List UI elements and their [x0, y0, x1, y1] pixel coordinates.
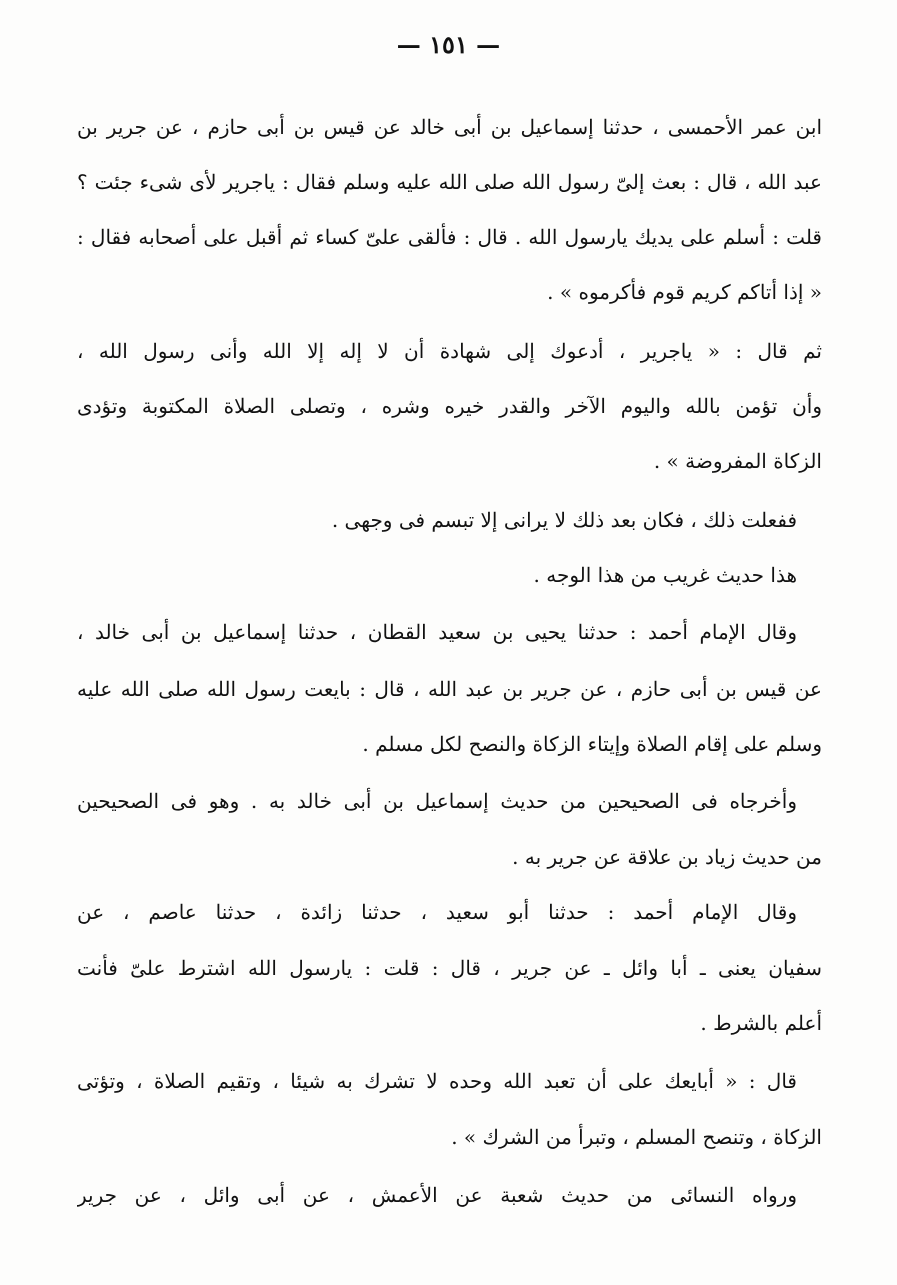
page-number: — ١٥١ — [396, 30, 501, 59]
text-line: قلت : أسلم على يديك يارسول الله . قال : فألقى علىّ كساء ثم أقبل على أصحابه فقال : [77, 225, 822, 249]
text-line: ورواه النسائى من حديث شعبة عن الأعمش ، عن أبى وائل ، عن جرير [77, 1183, 797, 1207]
text-line: وأخرجاه فى الصحيحين من حديث إسماعيل بن أبى خالد به . وهو فى الصحيحين [77, 789, 797, 813]
text-line: عن قيس بن أبى حازم ، عن جرير بن عبد الله ، قال : بايعت رسول الله صلى الله عليه [77, 677, 822, 701]
text-line: ابن عمر الأحمسى ، حدثنا إسماعيل بن أبى خالد عن قيس بن أبى حازم ، عن جرير بن [77, 115, 822, 139]
text-line: « إذا أتاكم كريم قوم فأكرموه » . [547, 280, 822, 304]
text-line: وسلم على إقام الصلاة وإيتاء الزكاة والنصح لكل مسلم . [362, 732, 822, 756]
text-line: من حديث زياد بن علاقة عن جرير به . [512, 845, 822, 869]
text-line: وقال الإمام أحمد : حدثنا يحيى بن سعيد القطان ، حدثنا إسماعيل بن أبى خالد ، [77, 620, 797, 644]
text-line: وقال الإمام أحمد : حدثنا أبو سعيد ، حدثنا زائدة ، حدثنا عاصم ، عن [77, 900, 797, 924]
text-line: هذا حديث غريب من هذا الوجه . [533, 563, 797, 587]
text-line: الزكاة المفروضة » . [653, 449, 822, 473]
text-line: ففعلت ذلك ، فكان بعد ذلك لا يرانى إلا تبسم فى وجهى . [331, 508, 797, 532]
text-line: سفيان يعنى ـ أبا وائل ـ عن جرير ، قال : قلت : يارسول الله اشترط علىّ فأنت [77, 956, 822, 980]
text-line: ثم قال : « ياجرير ، أدعوك إلى شهادة أن لا إله إلا الله وأنى رسول الله ، [77, 339, 822, 363]
text-line: أعلم بالشرط . [700, 1011, 822, 1035]
text-line: قال : « أبايعك على أن تعبد الله وحده لا تشرك به شيئا ، وتقيم الصلاة ، وتؤتى [77, 1069, 797, 1093]
text-line: الزكاة ، وتنصح المسلم ، وتبرأ من الشرك » . [451, 1125, 822, 1149]
text-line: عبد الله ، قال : بعث إلىّ رسول الله صلى الله عليه وسلم فقال : ياجرير لأى شىء جئت ؟ [77, 170, 822, 194]
text-line: وأن تؤمن بالله واليوم الآخر والقدر خيره وشره ، وتصلى الصلاة المكتوبة وتؤدى [77, 394, 822, 418]
